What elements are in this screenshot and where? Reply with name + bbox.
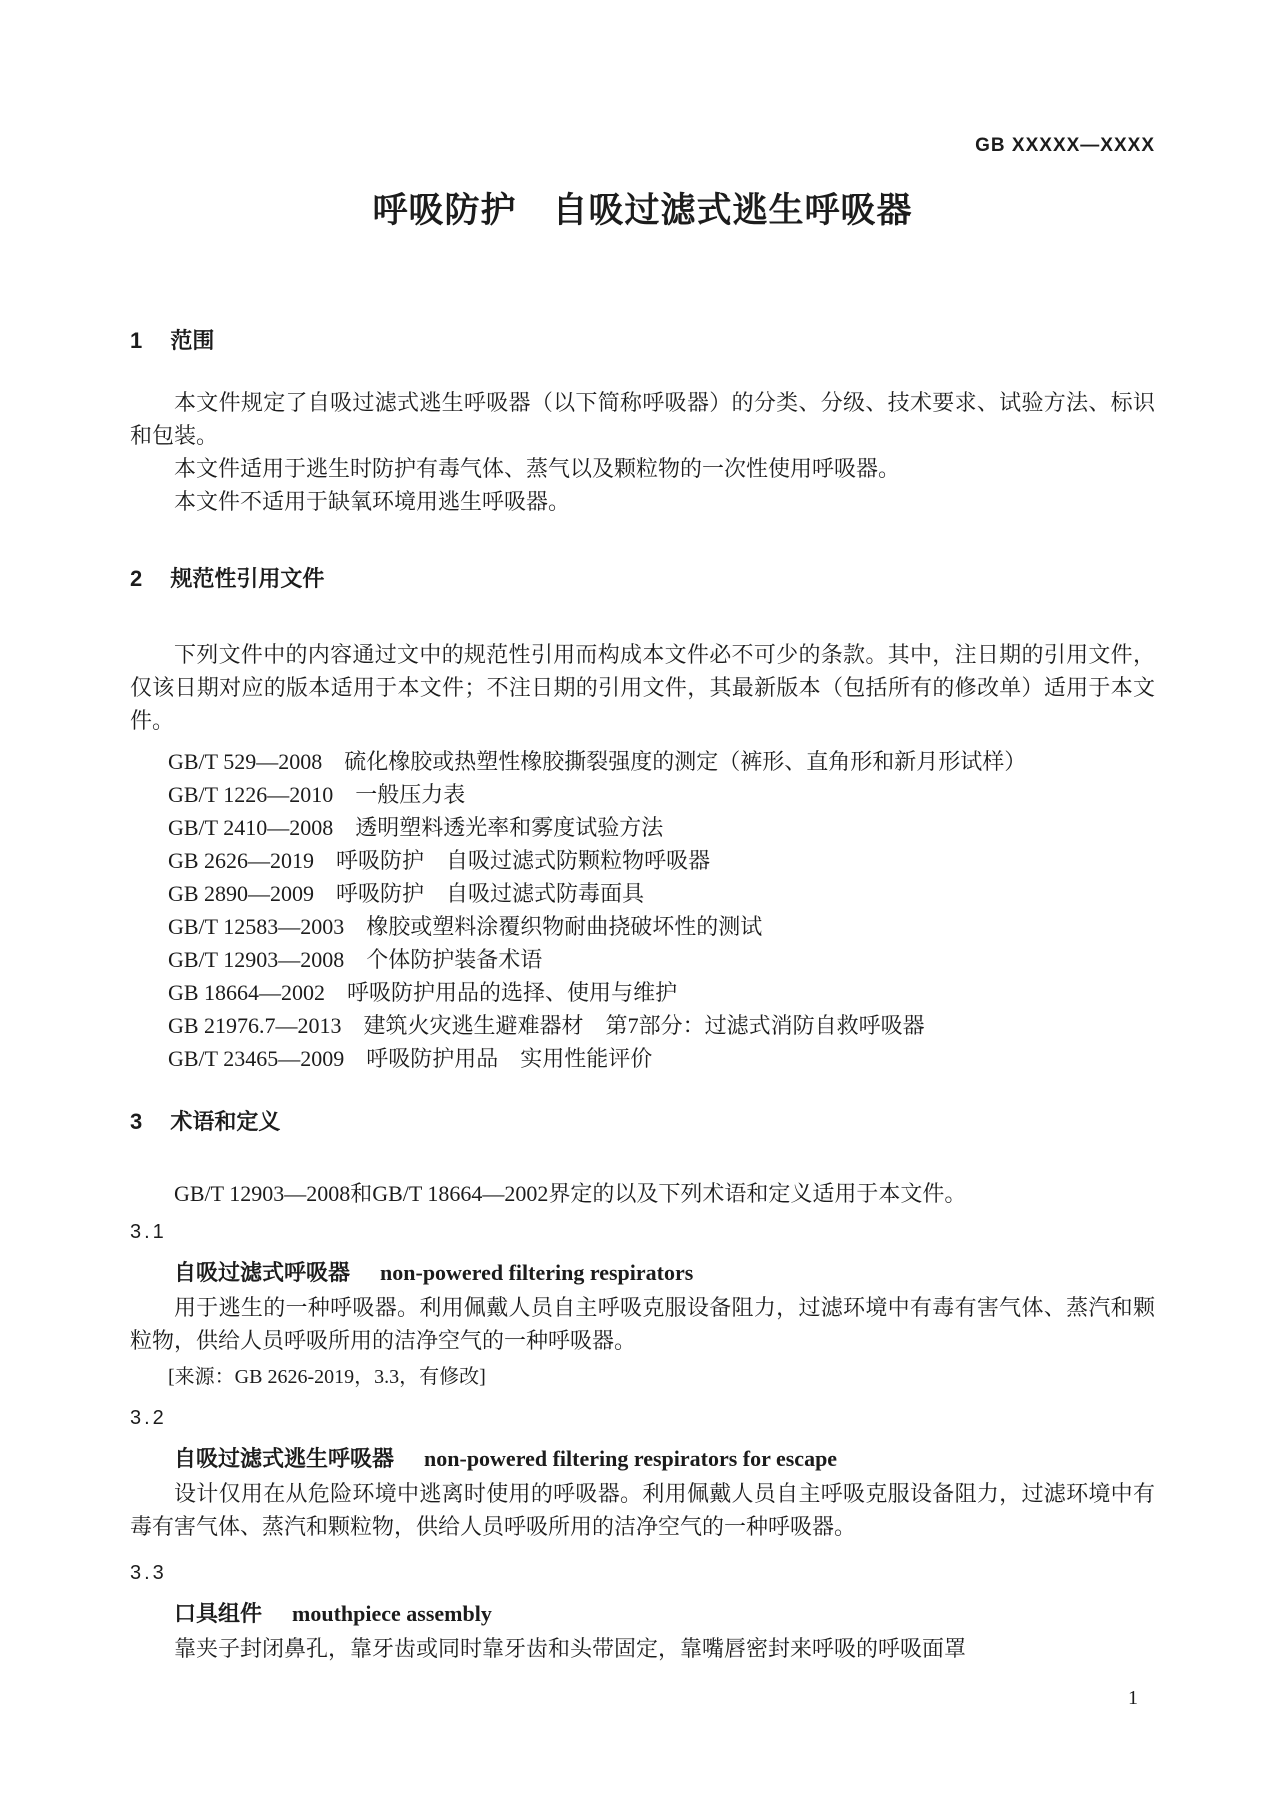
reference-item: GB/T 12583—2003 橡胶或塑料涂覆织物耐曲挠破坏性的测试 <box>168 914 763 939</box>
section-title: 规范性引用文件 <box>170 566 325 591</box>
term-definition: 靠夹子封闭鼻孔，靠牙齿或同时靠牙齿和头带固定，靠嘴唇密封来呼吸的呼吸面罩 <box>174 1636 967 1661</box>
reference-item: GB/T 1226—2010 一般压力表 <box>168 782 466 807</box>
reference-item: GB/T 23465—2009 呼吸防护用品 实用性能评价 <box>168 1046 653 1071</box>
doc-number: GB XXXXX—XXXX <box>975 135 1155 156</box>
reference-item: GB/T 2410—2008 透明塑料透光率和雾度试验方法 <box>168 815 664 840</box>
clause-number: 3.2 <box>130 1407 167 1429</box>
page-number: 1 <box>1128 1687 1138 1709</box>
term-source: [来源：GB 2626-2019，3.3，有修改] <box>168 1366 486 1388</box>
section-number: 3 <box>130 1109 143 1134</box>
terms-intro: GB/T 12903—2008和GB/T 18664—2002界定的以及下列术语和定义适用于本文件。 <box>174 1181 967 1206</box>
term-zh: 自吸过滤式逃生呼吸器 <box>174 1446 395 1471</box>
term-zh: 自吸过滤式呼吸器 <box>174 1260 351 1285</box>
reference-item: GB 18664—2002 呼吸防护用品的选择、使用与维护 <box>168 980 678 1005</box>
term-zh: 口具组件 <box>174 1601 263 1626</box>
term-heading <box>130 1598 1155 1632</box>
section-number: 1 <box>130 328 143 353</box>
reference-item: GB/T 12903—2008 个体防护装备术语 <box>168 947 543 972</box>
section-title: 术语和定义 <box>170 1109 281 1134</box>
section-title: 范围 <box>170 328 215 353</box>
reference-item: GB 2626—2019 呼吸防护 自吸过滤式防颗粒物呼吸器 <box>168 848 711 873</box>
section-heading-scope <box>130 326 1155 356</box>
term-en: non-powered filtering respirators <box>380 1260 694 1285</box>
normative-refs-intro: 下列文件中的内容通过文中的规范性引用而构成本文件必不可少的条款。其中，注日期的引用文件，仅该日期对应的版本适用于本文件；不注日期的引用文件，其最新版本（包括所有的修改单）适用于本文件。 <box>130 642 1155 733</box>
reference-item: GB/T 529—2008 硫化橡胶或热塑性橡胶撕裂强度的测定（裤形、直角形和新月形试样） <box>168 749 1027 774</box>
scope-paragraph: 本文件不适用于缺氧环境用逃生呼吸器。 <box>174 489 571 514</box>
term-definition: 设计仅用在从危险环境中逃离时使用的呼吸器。利用佩戴人员自主呼吸克服设备阻力，过滤环境中有毒有害气体、蒸汽和颗粒物，供给人员呼吸所用的洁净空气的一种呼吸器。 <box>130 1481 1155 1539</box>
term-en: non-powered filtering respirators for escape <box>424 1446 838 1471</box>
section-heading-terms <box>130 1107 1155 1137</box>
reference-item: GB 2890—2009 呼吸防护 自吸过滤式防毒面具 <box>168 881 645 906</box>
term-heading <box>130 1443 1155 1477</box>
scope-paragraph: 本文件规定了自吸过滤式逃生呼吸器（以下简称呼吸器）的分类、分级、技术要求、试验方法、标识和包装。 <box>130 390 1155 448</box>
document-title: 呼吸防护 自吸过滤式逃生呼吸器 <box>372 191 913 230</box>
reference-list <box>130 745 1155 1075</box>
term-en: mouthpiece assembly <box>292 1601 492 1626</box>
section-heading-normative-refs <box>130 564 1155 594</box>
clause-number: 3.3 <box>130 1562 167 1584</box>
scope-paragraph: 本文件适用于逃生时防护有毒气体、蒸气以及颗粒物的一次性使用呼吸器。 <box>174 456 901 481</box>
clause-number: 3.1 <box>130 1221 167 1243</box>
section-number: 2 <box>130 566 143 591</box>
term-heading <box>130 1257 1155 1291</box>
reference-item: GB 21976.7—2013 建筑火灾逃生避难器材 第7部分：过滤式消防自救呼吸器 <box>168 1013 925 1038</box>
term-definition: 用于逃生的一种呼吸器。利用佩戴人员自主呼吸克服设备阻力，过滤环境中有毒有害气体、蒸汽和颗粒物，供给人员呼吸所用的洁净空气的一种呼吸器。 <box>130 1295 1155 1353</box>
